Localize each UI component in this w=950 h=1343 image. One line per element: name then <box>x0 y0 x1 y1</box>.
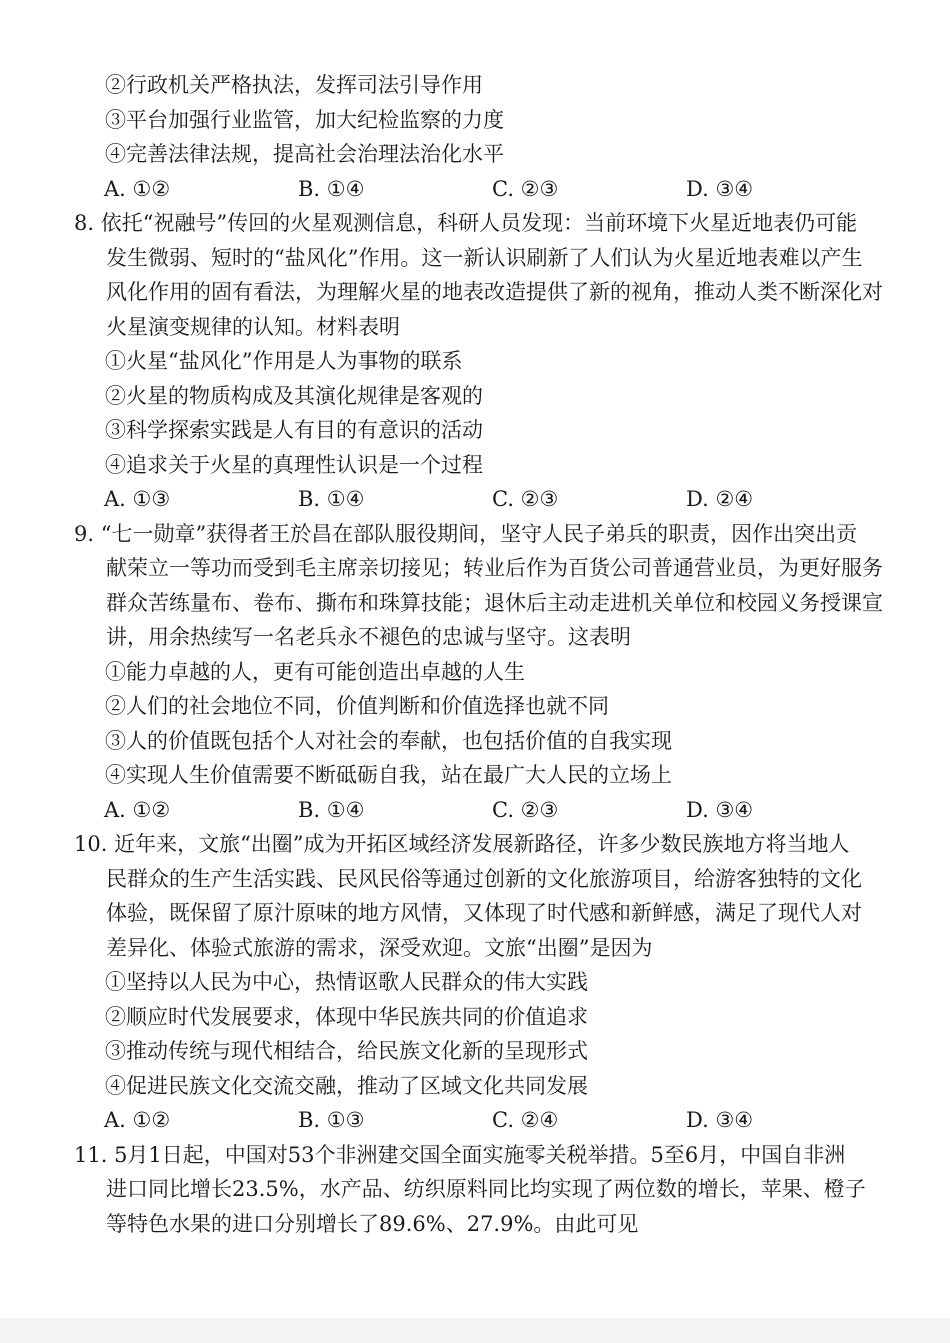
choice-b: B. ①④ <box>298 176 365 201</box>
option-line: ②火星的物质构成及其演化规律是客观的 <box>105 383 483 408</box>
question-9 <box>74 517 914 828</box>
page-bottom-edge <box>0 1318 950 1343</box>
option-line: ④促进民族文化交流交融，推动了区域文化共同发展 <box>105 1073 588 1098</box>
option-line: ④完善法律法规，提高社会治理法治化水平 <box>105 142 504 166</box>
answer-choices <box>74 1103 914 1138</box>
question-stem-line: 9. “七一勋章”获得者王於昌在部队服役期间，坚守人民子弟兵的职责，因作出突出贡 <box>74 521 858 546</box>
choice-a: A. ①② <box>104 1108 171 1132</box>
choice-a: A. ①② <box>104 797 171 822</box>
option-line: ③平台加强行业监管，加大纪检监察的力度 <box>105 107 504 132</box>
answer-choices <box>74 793 914 828</box>
option-line: ③推动传统与现代相结合，给民族文化新的呈现形式 <box>105 1039 588 1063</box>
question-10 <box>74 827 914 1138</box>
choice-d: D. ③④ <box>686 1108 754 1132</box>
choice-c: C. ②③ <box>492 176 559 201</box>
question-stem-line: 11. 5月1日起，中国对53个非洲建交国全面实施零关税举措。5至6月，中国自非洲 <box>74 1142 846 1167</box>
answer-choices <box>74 482 914 517</box>
choice-d: D. ③④ <box>686 797 754 822</box>
question-stem-line: 风化作用的固有看法，为理解火星的地表改造提供了新的视角，推动人类不断深化对 <box>106 280 883 304</box>
question-stem-line: 献荣立一等功而受到毛主席亲切接见；转业后作为百货公司普通营业员，为更好服务 <box>106 556 883 580</box>
option-line: ②顺应时代发展要求，体现中华民族共同的价值追求 <box>105 1004 588 1029</box>
question-stem-line: 8. 依托“祝融号”传回的火星观测信息，科研人员发现：当前环境下火星近地表仍可能 <box>74 211 858 235</box>
choice-b: B. ①③ <box>298 1108 365 1132</box>
choice-b: B. ①④ <box>298 487 365 511</box>
option-line: ③科学探索实践是人有目的有意识的活动 <box>105 418 483 442</box>
choice-c: C. ②④ <box>492 1108 559 1132</box>
choice-b: B. ①④ <box>298 797 365 822</box>
option-line: ①火星“盐风化”作用是人为事物的联系 <box>105 349 463 373</box>
question-stem-line: 10. 近年来，文旅“出圈”成为开拓区域经济发展新路径，许多少数民族地方将当地人 <box>74 832 850 856</box>
choice-d: D. ②④ <box>686 487 754 511</box>
question-stem-line: 等特色水果的进口分别增长了89.6%、27.9%。由此可见 <box>106 1211 639 1236</box>
question-stem-line: 进口同比增长23.5%，水产品、纺织原料同比均实现了两位数的增长，苹果、橙子 <box>106 1177 866 1201</box>
question-stem-line: 发生微弱、短时的“盐风化”作用。这一新认识刷新了人们认为火星近地表难以产生 <box>106 245 863 270</box>
choice-c: C. ②③ <box>492 797 559 822</box>
option-line: ①能力卓越的人，更有可能创造出卓越的人生 <box>105 659 525 684</box>
choice-c: C. ②③ <box>492 487 559 511</box>
question-8 <box>74 206 914 517</box>
option-line: ②行政机关严格执法，发挥司法引导作用 <box>105 73 483 97</box>
question-stem-line: 讲，用余热续写一名老兵永不褪色的忠诚与坚守。这表明 <box>106 625 631 649</box>
option-line: ③人的价值既包括个人对社会的奉献，也包括价值的自我实现 <box>105 728 672 753</box>
question-stem-line: 差异化、体验式旅游的需求，深受欢迎。文旅“出圈”是因为 <box>106 935 653 960</box>
choice-d: D. ③④ <box>686 176 754 201</box>
question-stem-line: 群众苦练量布、卷布、撕布和珠算技能；退休后主动走进机关单位和校园义务授课宣 <box>106 590 883 615</box>
choice-a: A. ①③ <box>104 487 171 511</box>
question-stem-line: 火星演变规律的认知。材料表明 <box>106 314 400 339</box>
option-line: ②人们的社会地位不同，价值判断和价值选择也就不同 <box>105 694 609 718</box>
answer-choices <box>74 172 914 207</box>
question-11 <box>74 1138 914 1242</box>
option-line: ①坚持以人民为中心，热情讴歌人民群众的伟大实践 <box>105 970 588 994</box>
question-content <box>74 68 914 1241</box>
question-stem-line: 体验，既保留了原汁原味的地方风情，又体现了时代感和新鲜感，满足了现代人对 <box>106 901 862 925</box>
question-7-continuation <box>74 68 914 206</box>
question-stem-line: 民群众的生产生活实践、民风民俗等通过创新的文化旅游项目，给游客独特的文化 <box>106 866 862 891</box>
choice-a: A. ①② <box>104 176 171 201</box>
option-line: ④实现人生价值需要不断砥砺自我，站在最广大人民的立场上 <box>105 763 672 787</box>
option-line: ④追求关于火星的真理性认识是一个过程 <box>105 452 483 477</box>
